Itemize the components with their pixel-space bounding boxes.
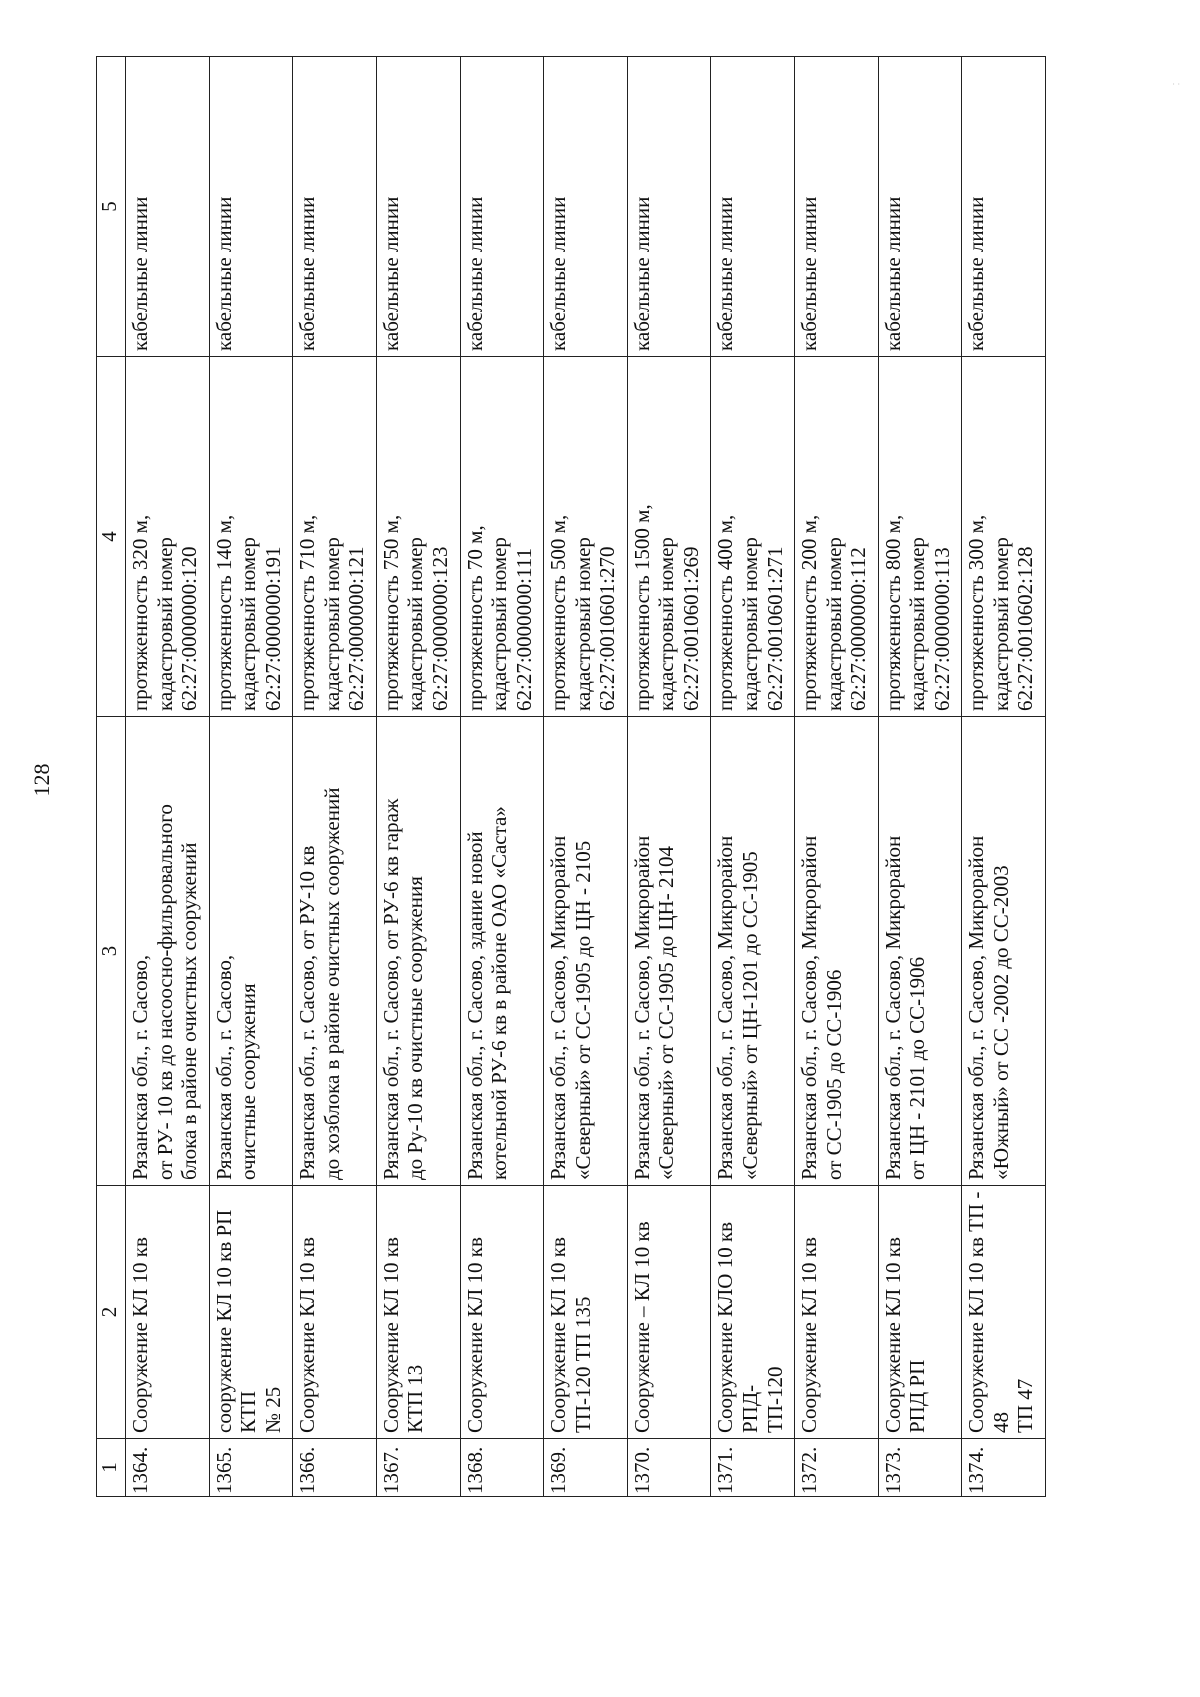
object-type: кабельные линии: [293, 57, 377, 357]
object-name: Сооружение – КЛ 10 кв: [627, 1186, 711, 1439]
column-header-5: 5: [97, 57, 126, 357]
object-type: кабельные линии: [878, 57, 962, 357]
object-details: протяженность 140 м, кадастровый номер 62:27:0000000:191: [209, 357, 293, 717]
object-name: Сооружение КЛ 10 кв ТП-120 ТП 135: [544, 1186, 628, 1439]
row-number: 1374.: [962, 1439, 1046, 1497]
table-row: [962, 57, 1046, 1497]
rotated-table-wrapper: [96, 57, 1046, 1497]
table-header: [97, 57, 126, 1497]
object-address: Рязанская обл., г. Сасово, от РУ-6 кв гараж до Ру-10 кв очистные сооружения: [376, 717, 460, 1186]
object-address: Рязанская обл., г. Сасово, Микрорайон от СС-1905 до СС-1906: [795, 717, 879, 1186]
row-number: 1371.: [711, 1439, 795, 1497]
page-number: 128: [29, 763, 54, 797]
table-row: [627, 57, 711, 1497]
object-name: Сооружение КЛ 10 кв: [126, 1186, 210, 1439]
object-address: Рязанская обл., г. Сасово, здание новой котельной РУ-6 кв в районе ОАО «Саста»: [460, 717, 544, 1186]
row-number: 1373.: [878, 1439, 962, 1497]
object-name: Сооружение КЛ 10 кв РПД РП: [878, 1186, 962, 1439]
column-header-3: 3: [97, 717, 126, 1186]
object-name: Сооружение КЛО 10 кв РПД- ТП-120: [711, 1186, 795, 1439]
object-details: протяженность 710 м, кадастровый номер 62:27:0000000:121: [293, 357, 377, 717]
table-row: [126, 57, 210, 1497]
object-name: сооружение КЛ 10 кв РП КТП № 25: [209, 1186, 293, 1439]
row-number: 1372.: [795, 1439, 879, 1497]
object-type: кабельные линии: [711, 57, 795, 357]
object-details: протяженность 300 м, кадастровый номер 62:27:0010602:128: [962, 357, 1046, 717]
row-number: 1370.: [627, 1439, 711, 1497]
object-name: Сооружение КЛ 10 кв: [293, 1186, 377, 1439]
table-row: [711, 57, 795, 1497]
object-name: Сооружение КЛ 10 кв ТП - 48 ТП 47: [962, 1186, 1046, 1439]
object-type: кабельные линии: [126, 57, 210, 357]
row-number: 1365.: [209, 1439, 293, 1497]
row-number: 1364.: [126, 1439, 210, 1497]
object-address: Рязанская обл., г. Сасово, Микрорайон «Северный» от СС-1905 до ЦН- 2104: [627, 717, 711, 1186]
object-details: протяженность 70 м, кадастровый номер 62:27:0000000:111: [460, 357, 544, 717]
column-header-1: 1: [97, 1439, 126, 1497]
row-number: 1366.: [293, 1439, 377, 1497]
object-details: протяженность 750 м, кадастровый номер 62:27:0000000:123: [376, 357, 460, 717]
object-details: протяженность 800 м, кадастровый номер 62:27:0000000:113: [878, 357, 962, 717]
object-type: кабельные линии: [627, 57, 711, 357]
scan-specks: · ·: [1172, 80, 1180, 89]
object-name: Сооружение КЛ 10 кв: [795, 1186, 879, 1439]
object-address: Рязанская обл., г. Сасово, от РУ- 10 кв до насоосно-фильровального блока в районе очистных сооружений: [126, 717, 210, 1186]
object-name: Сооружение КЛ 10 кв: [460, 1186, 544, 1439]
property-registry-table: [96, 56, 1046, 1497]
object-address: Рязанская обл., г. Сасово, очистные сооружения: [209, 717, 293, 1186]
object-type: кабельные линии: [962, 57, 1046, 357]
column-header-4: 4: [97, 357, 126, 717]
row-number: 1368.: [460, 1439, 544, 1497]
object-address: Рязанская обл., г. Сасово, от РУ-10 кв до хозблока в районе очистных сооружений: [293, 717, 377, 1186]
row-number: 1369.: [544, 1439, 628, 1497]
object-address: Рязанская обл., г. Сасово, Микрорайон от ЦН - 2101 до СС-1906: [878, 717, 962, 1186]
table-row: [209, 57, 293, 1497]
object-type: кабельные линии: [795, 57, 879, 357]
object-type: кабельные линии: [209, 57, 293, 357]
object-details: протяженность 500 м, кадастровый номер 62:27:0010601:270: [544, 357, 628, 717]
table-row: [544, 57, 628, 1497]
object-address: Рязанская обл., г. Сасово, Микрорайон «Южный» от СС -2002 до СС-2003: [962, 717, 1046, 1186]
object-details: протяженность 200 м, кадастровый номер 62:27:0000000:112: [795, 357, 879, 717]
table-row: [460, 57, 544, 1497]
table-body: [126, 57, 1046, 1497]
object-address: Рязанская обл., г. Сасово, Микрорайон «Северный» от СС-1905 до ЦН - 2105: [544, 717, 628, 1186]
object-details: протяженность 400 м, кадастровый номер 62:27:0010601:271: [711, 357, 795, 717]
column-header-2: 2: [97, 1186, 126, 1439]
object-type: кабельные линии: [460, 57, 544, 357]
object-details: протяженность 1500 м, кадастровый номер 62:27:0010601:269: [627, 357, 711, 717]
table-row: [376, 57, 460, 1497]
object-type: кабельные линии: [376, 57, 460, 357]
row-number: 1367.: [376, 1439, 460, 1497]
object-name: Сооружение КЛ 10 кв КТП 13: [376, 1186, 460, 1439]
column-number-row: [97, 57, 126, 1497]
table-row: [293, 57, 377, 1497]
object-details: протяженность 320 м, кадастровый номер 62:27:0000000:120: [126, 357, 210, 717]
object-address: Рязанская обл., г. Сасово, Микрорайон «Северный» от ЦН-1201 до СС-1905: [711, 717, 795, 1186]
object-type: кабельные линии: [544, 57, 628, 357]
table-row: [795, 57, 879, 1497]
table-row: [878, 57, 962, 1497]
